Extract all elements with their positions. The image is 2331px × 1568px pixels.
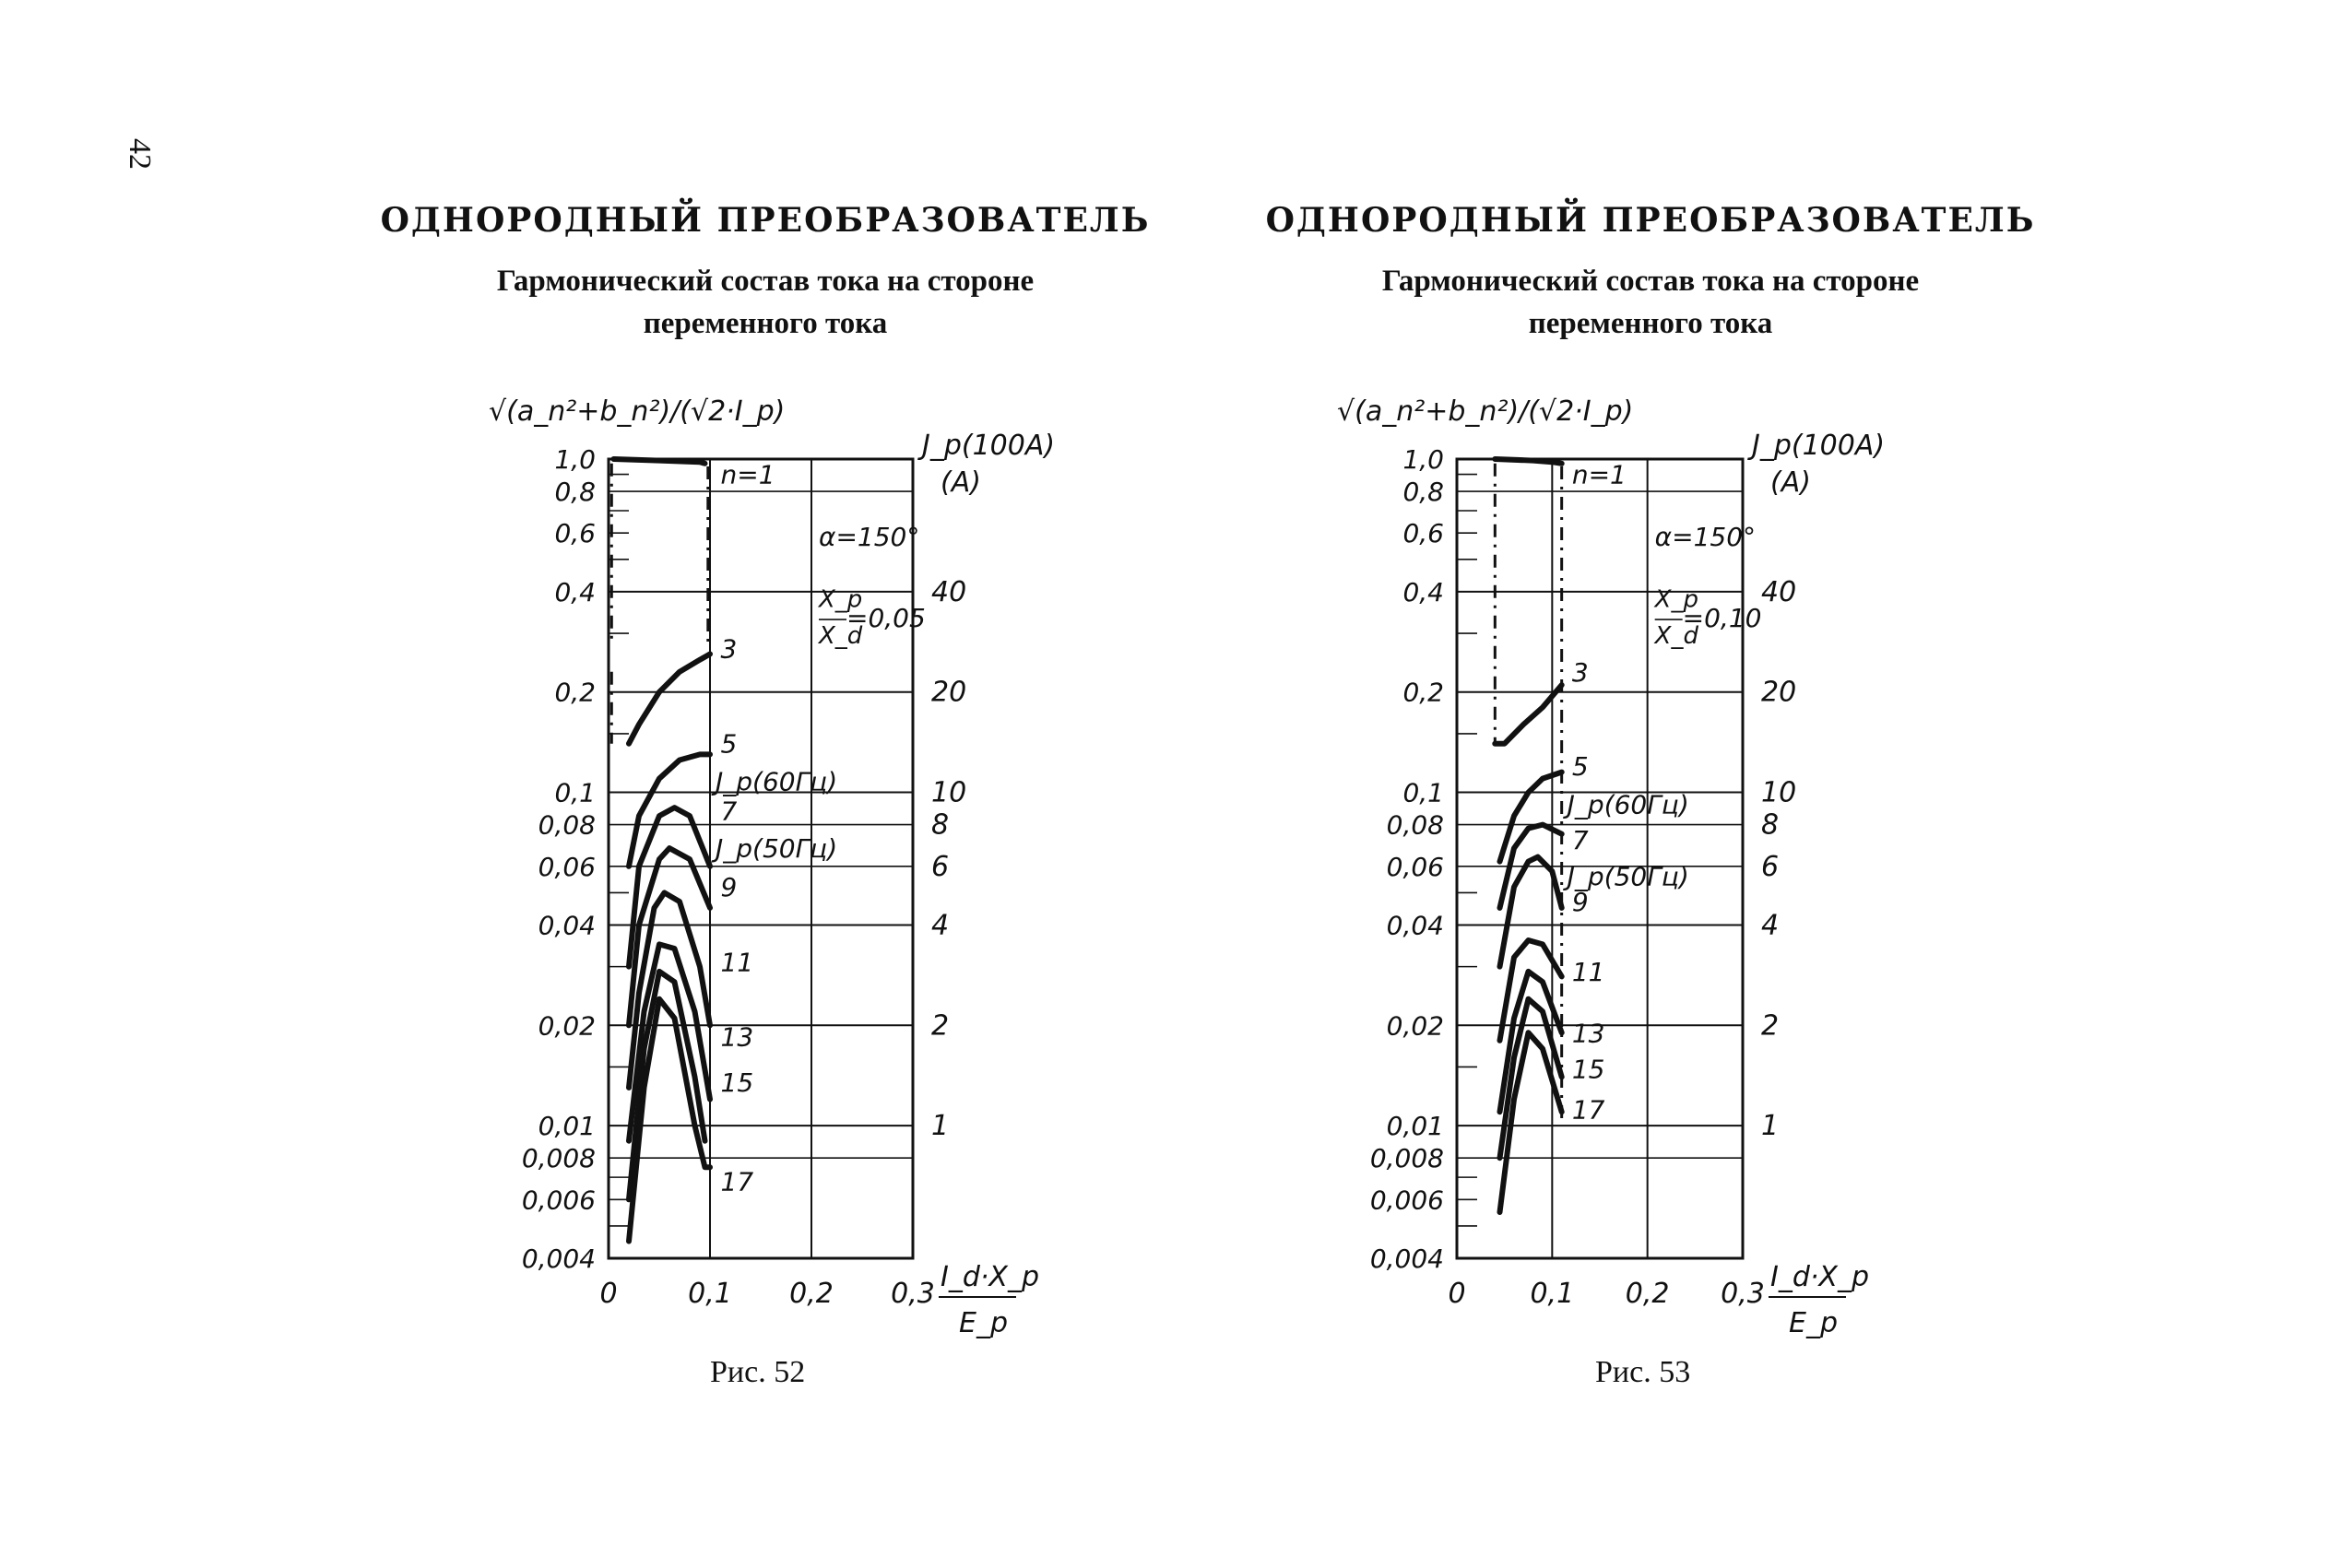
x-tick-label: 0,3 xyxy=(891,1278,935,1310)
y-tick-label: 0,008 xyxy=(521,1143,596,1174)
series-line-n1 xyxy=(614,459,705,464)
y-tick-label: 0,04 xyxy=(1386,910,1444,941)
curve-label: 13 xyxy=(1571,1018,1605,1049)
series-line-n1 xyxy=(1495,459,1561,464)
y-tick-label: 0,6 xyxy=(554,518,596,549)
right-tick-label: 20 xyxy=(931,676,967,709)
x-tick-label: 0 xyxy=(599,1278,618,1310)
ratio-numerator: X_p xyxy=(1654,585,1698,614)
y-tick-label: 0,1 xyxy=(1402,777,1444,808)
figure-subtitle-line1: Гармонический состав тока на стороне xyxy=(1381,265,1920,298)
x-tick-label: 0,2 xyxy=(789,1278,834,1310)
x-tick-label: 0,1 xyxy=(688,1278,732,1310)
page-number: 42 xyxy=(123,138,157,170)
ratio-value: =0,05 xyxy=(846,603,926,634)
x-axis-label-numerator: I_d·X_p xyxy=(941,1261,1040,1293)
y-tick-label: 0,004 xyxy=(1369,1244,1444,1274)
x-tick-label: 0,2 xyxy=(1625,1278,1670,1310)
right-tick-label: 1 xyxy=(931,1110,950,1143)
y-tick-label: 0,02 xyxy=(1386,1010,1444,1042)
ratio-numerator: X_p xyxy=(819,585,863,614)
right-axis-unit: (A) xyxy=(1770,466,1811,499)
y-tick-label: 0,4 xyxy=(1402,576,1444,607)
y-tick-label: 0,006 xyxy=(1369,1185,1444,1216)
figure-53 xyxy=(1189,0,2204,1568)
y-tick-label: 0,01 xyxy=(538,1111,596,1142)
y-tick-label: 0,01 xyxy=(1386,1111,1444,1142)
y-tick-label: 1,0 xyxy=(554,444,596,475)
right-axis-unit: (A) xyxy=(941,466,981,499)
curve-label: 3 xyxy=(720,633,738,665)
y-tick-label: 0,08 xyxy=(538,809,596,841)
curve-label: J_p(50Гц) xyxy=(1567,861,1689,892)
series-line-3 xyxy=(629,654,710,744)
right-tick-label: 8 xyxy=(1761,808,1780,842)
figure-caption: Рис. 53 xyxy=(1595,1355,1691,1389)
y-tick-label: 0,06 xyxy=(538,851,596,882)
right-tick-label: 10 xyxy=(931,776,967,809)
right-tick-label: 6 xyxy=(1761,850,1780,883)
right-axis-label: J_p(100A) xyxy=(922,430,1056,462)
figure-subtitle-line2: переменного тока xyxy=(643,307,888,340)
right-tick-label: 2 xyxy=(931,1009,950,1043)
x-axis-label-denominator: E_p xyxy=(1789,1307,1838,1339)
y-tick-label: 0,8 xyxy=(554,477,596,508)
curve-label: 13 xyxy=(720,1021,754,1053)
figure-title: ОДНОРОДНЫЙ ПРЕОБРАЗОВАТЕЛЬ xyxy=(380,201,1151,240)
y-tick-label: 0,2 xyxy=(554,677,596,708)
y-axis-label: √(a_n²+b_n²)/(√2·I_p) xyxy=(1337,395,1634,428)
right-tick-label: 10 xyxy=(1761,776,1797,809)
x-axis-label-denominator: E_p xyxy=(959,1307,1008,1339)
curve-label: 11 xyxy=(1571,956,1605,987)
y-tick-label: 0,2 xyxy=(1402,677,1444,708)
figure-52 xyxy=(304,0,1319,1568)
x-tick-label: 0,3 xyxy=(1721,1278,1765,1310)
curve-label: 3 xyxy=(1571,656,1589,688)
curve-label: 5 xyxy=(1571,750,1589,782)
ratio-denominator: X_d xyxy=(1654,621,1698,650)
curve-label: 9 xyxy=(1571,887,1589,918)
right-tick-label: 2 xyxy=(1761,1009,1780,1043)
y-tick-label: 0,8 xyxy=(1402,477,1444,508)
curve-label: 7 xyxy=(720,796,738,827)
x-tick-label: 0,1 xyxy=(1530,1278,1575,1310)
alpha-annotation: α=150° xyxy=(819,521,920,552)
curve-label: n=1 xyxy=(720,459,775,490)
y-axis-label: √(a_n²+b_n²)/(√2·I_p) xyxy=(489,395,786,428)
y-tick-label: 0,1 xyxy=(554,777,596,808)
y-tick-label: 1,0 xyxy=(1402,444,1444,475)
y-tick-label: 0,006 xyxy=(521,1185,596,1216)
right-tick-label: 40 xyxy=(931,575,967,608)
harmonics-chart-52 xyxy=(304,0,1319,1568)
right-tick-label: 6 xyxy=(931,850,950,883)
y-tick-label: 0,008 xyxy=(1369,1143,1444,1174)
curve-label: 11 xyxy=(720,947,754,978)
right-tick-label: 1 xyxy=(1761,1110,1780,1143)
y-tick-label: 0,06 xyxy=(1386,851,1444,882)
right-tick-label: 20 xyxy=(1761,676,1797,709)
right-tick-label: 40 xyxy=(1761,575,1797,608)
figure-subtitle-line2: переменного тока xyxy=(1528,307,1773,340)
ratio-denominator: X_d xyxy=(819,621,863,650)
x-axis-label-numerator: I_d·X_p xyxy=(1770,1261,1870,1293)
y-tick-label: 0,6 xyxy=(1402,518,1444,549)
x-tick-label: 0 xyxy=(1448,1278,1466,1310)
figure-title: ОДНОРОДНЫЙ ПРЕОБРАЗОВАТЕЛЬ xyxy=(1265,201,2036,240)
y-tick-label: 0,04 xyxy=(538,910,596,941)
curve-label: 9 xyxy=(720,872,738,903)
curve-label: 17 xyxy=(720,1166,754,1197)
curve-label: 15 xyxy=(720,1067,754,1098)
figure-subtitle-line1: Гармонический состав тока на стороне xyxy=(496,265,1035,298)
right-tick-label: 4 xyxy=(931,909,950,942)
curve-label: J_p(50Гц) xyxy=(716,833,838,865)
curve-label: 7 xyxy=(1571,825,1589,856)
right-tick-label: 8 xyxy=(931,808,950,842)
curve-label: J_p(60Гц) xyxy=(716,766,838,797)
y-tick-label: 0,004 xyxy=(521,1244,596,1274)
ratio-value: =0,10 xyxy=(1682,603,1762,634)
figure-caption: Рис. 52 xyxy=(710,1355,806,1389)
y-tick-label: 0,08 xyxy=(1386,809,1444,841)
curve-label: 5 xyxy=(720,728,738,760)
curve-label: n=1 xyxy=(1571,459,1627,490)
series-line-7 xyxy=(629,808,710,967)
curve-label: J_p(60Гц) xyxy=(1567,789,1689,820)
y-tick-label: 0,02 xyxy=(538,1010,596,1042)
curve-label: 17 xyxy=(1571,1094,1605,1126)
alpha-annotation: α=150° xyxy=(1654,521,1757,552)
right-axis-label: J_p(100A) xyxy=(1752,430,1886,462)
right-tick-label: 4 xyxy=(1761,909,1780,942)
harmonics-chart-53 xyxy=(1189,0,2204,1568)
y-tick-label: 0,4 xyxy=(554,576,596,607)
curve-label: 15 xyxy=(1571,1054,1605,1085)
